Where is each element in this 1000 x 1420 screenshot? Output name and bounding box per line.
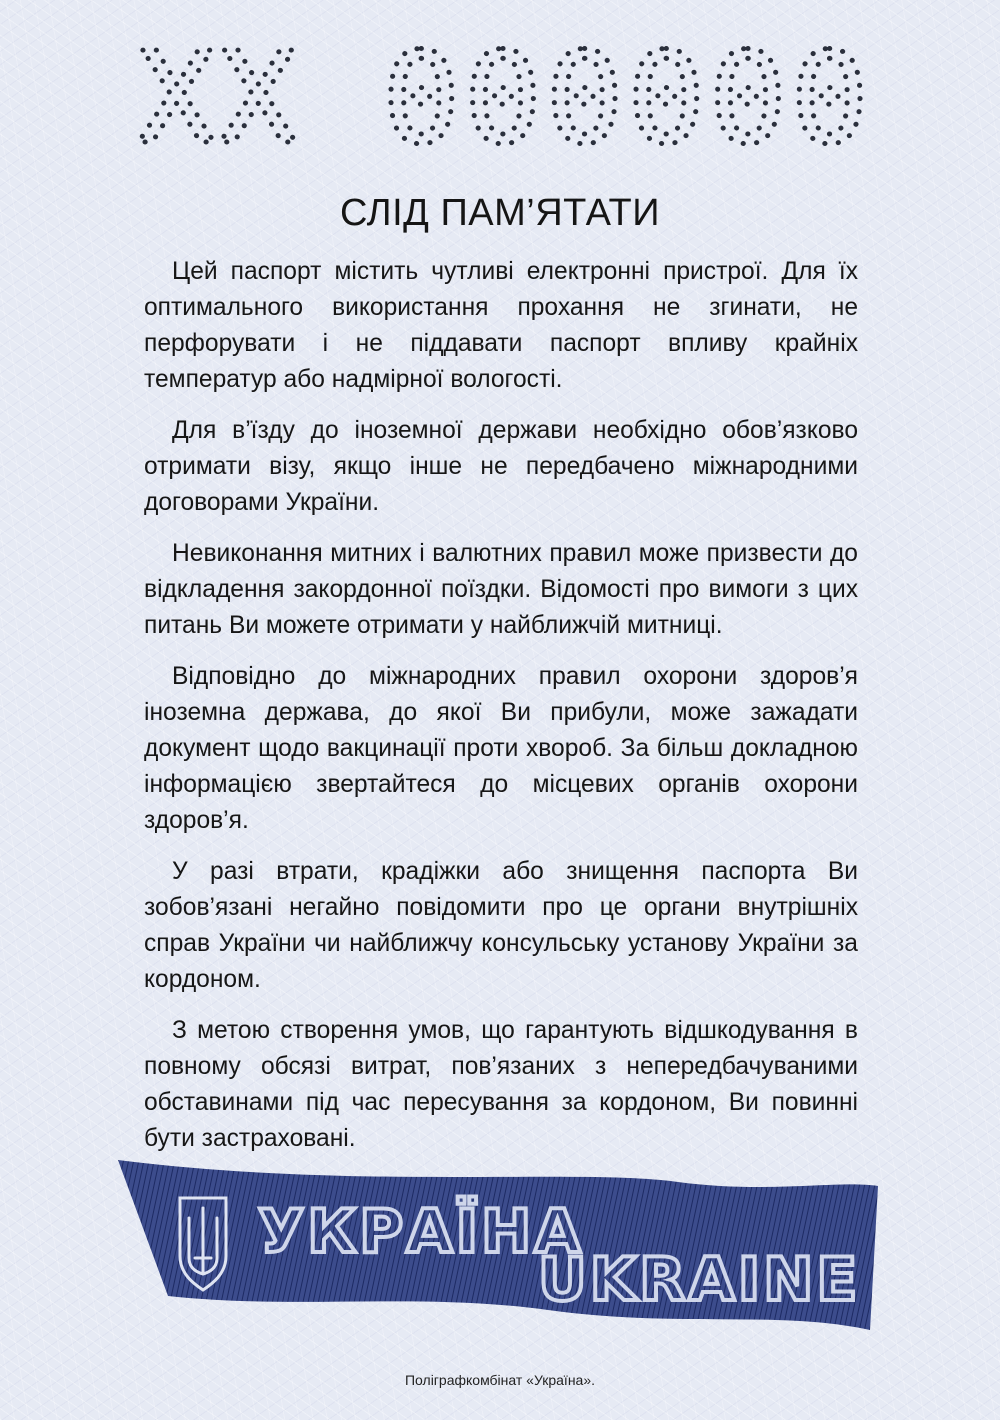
page-title: СЛІД ПАМ’ЯТАТИ: [339, 192, 661, 234]
banner-text-ukrainian: УКРАЇНА: [258, 1197, 584, 1267]
paragraph-health: Відповідно до міжнародних правил охорони здоров’я іноземна держава, до якої Ви прибули, може зажадати документ щодо вакцинації проти хвороб. За більш докладною інформацією звертайтеся до місцевих органів охорони здоров’я.: [144, 663, 858, 834]
paragraph-electronics: Цей паспорт містить чутливі електронні пристрої. Для їх оптимального використання прохання не згинати, не перфорувати і не піддавати паспорт впливу крайніх температур або надмірної вологості.: [144, 258, 858, 393]
paragraph-loss: У разі втрати, крадіжки або знищення паспорта Ви зобов’язані негайно повідомити про це органи внутрішніх справ України чи найближчу консульську установу України за кордоном.: [144, 858, 858, 993]
ukraine-banner: [118, 1160, 878, 1335]
printer-imprint: Поліграфкомбінат «Україна».: [404, 1372, 596, 1388]
serial-number-text: XX 000000: [137, 30, 873, 160]
serial-number: [130, 30, 880, 160]
notice-body: [144, 254, 858, 1172]
paragraph-customs: Невиконання митних і валютних правил може призвести до відкладення закордонної поїздки. Відомості про вимоги з цих питань Ви можете отримати у найближчій митниці.: [144, 540, 858, 639]
banner-text-english: UKRAINE: [538, 1245, 861, 1315]
paragraph-insurance: З метою створення умов, що гарантують відшкодування в повному обсязі витрат, пов’язаних з непередбачуваними обставинами під час пересування за кордоном, Ви повинні бути застраховані.: [144, 1017, 858, 1152]
paragraph-visa: Для в’їзду до іноземної держави необхідно обов’язково отримати візу, якщо інше не передбачено міжнародними договорами України.: [144, 417, 858, 516]
